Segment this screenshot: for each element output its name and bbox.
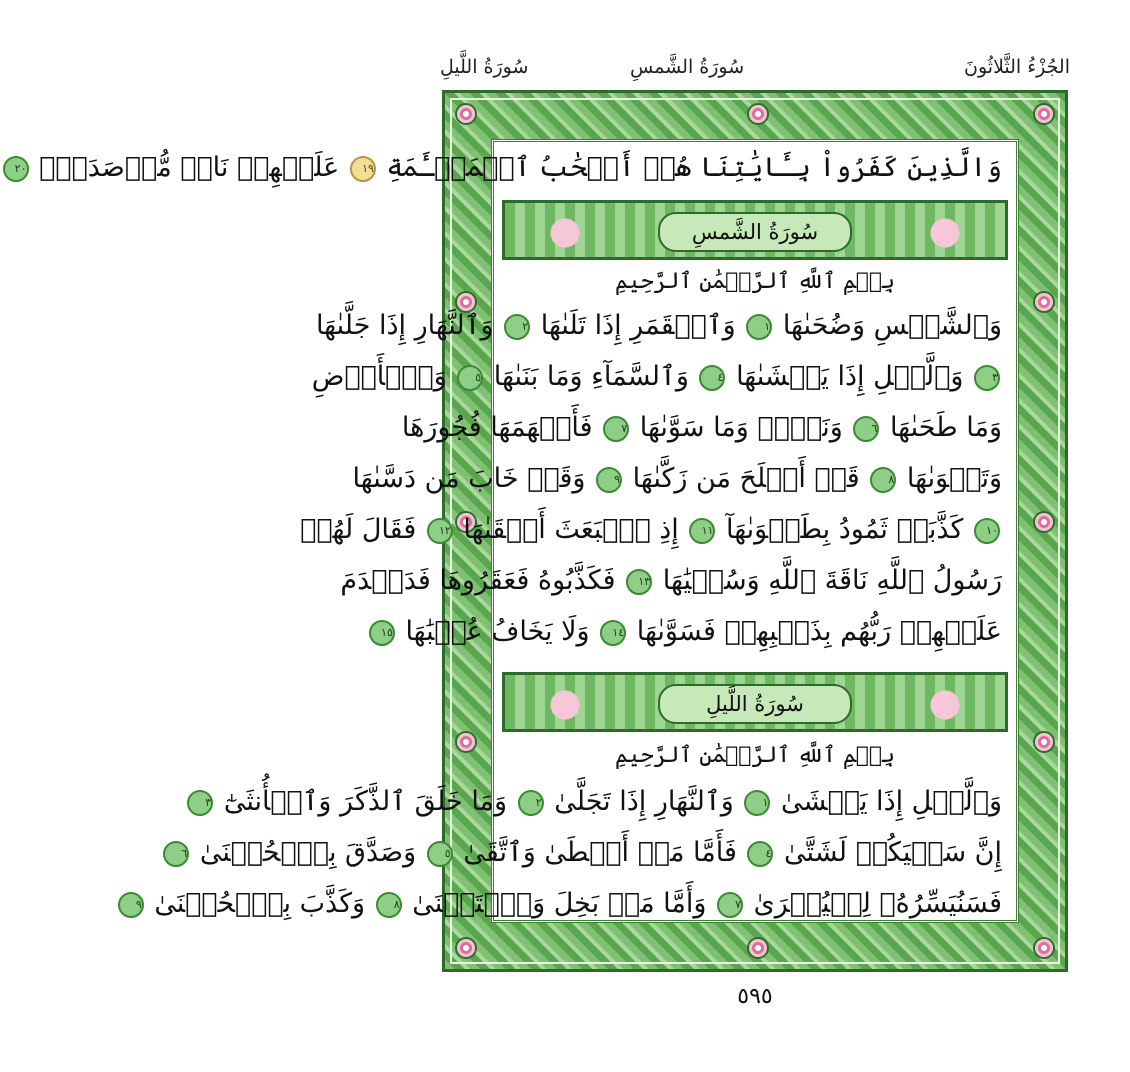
verse-line xyxy=(135,880,1002,928)
verse-text: وَأَمَّا مَنۢ بَخِلَ وَٱسۡتَغۡنَىٰ xyxy=(412,888,707,919)
rosette-icon xyxy=(457,939,475,957)
juz-label: الجُزْءُ الثَّلاثُونَ xyxy=(964,56,1070,78)
surah-banner-layl xyxy=(502,672,1008,732)
ayah-marker: ١ xyxy=(746,314,772,340)
ayah-marker: ١٥ xyxy=(369,620,395,646)
ayah-marker: ٧ xyxy=(603,416,629,442)
verse-text: وَٱلۡقَمَرِ إِذَا تَلَىٰهَا xyxy=(540,310,736,341)
verse-text: وَٱلنَّهَارِ إِذَا جَلَّىٰهَا xyxy=(315,310,494,341)
verse-text: رَسُولُ ٱللَّهِ نَاقَةَ ٱللَّهِ وَسُقۡيَٰهَا xyxy=(662,565,1002,596)
verse-line xyxy=(315,302,1002,350)
verse-text: فَسَنُيَسِّرُهُۥ لِلۡيُسۡرَىٰ xyxy=(753,888,1002,919)
verse-text: وَمَا خَلَقَ ٱلذَّكَرَ وَٱلۡأُنثَىٰٓ xyxy=(223,786,508,817)
verse-text: وَنَفۡسٖ وَمَا سَوَّىٰهَا xyxy=(639,412,843,443)
basmala: بِسۡمِ ٱللَّهِ ٱلرَّحۡمَٰنِ ٱلرَّحِيمِ xyxy=(614,269,896,294)
page-header xyxy=(440,56,1070,86)
ayah-marker: ٦ xyxy=(163,841,189,867)
rosette-icon xyxy=(749,105,767,123)
ayah-marker: ١٩ xyxy=(350,156,376,182)
current-surah-label: سُورَةُ الشَّمسِ xyxy=(630,56,745,78)
verse-text: كَذَّبَتۡ ثَمُودُ بِطَغۡوَىٰهَآ xyxy=(725,514,964,545)
verse-line xyxy=(340,557,1002,605)
ayah-marker: ٨ xyxy=(376,892,402,918)
verse-text: وَٱلۡأَرۡضِ xyxy=(311,361,447,392)
ayah-marker: ٣ xyxy=(974,365,1000,391)
verse-text: وَٱلنَّهَارِ إِذَا تَجَلَّىٰ xyxy=(554,786,734,817)
next-surah-label: سُورَةُ اللَّيلِ xyxy=(440,56,529,78)
ayah-marker: ٢ xyxy=(518,790,544,816)
verse-text: وَصَدَّقَ بِٱلۡحُسۡنَىٰ xyxy=(199,837,417,868)
verse-line xyxy=(381,608,1002,656)
verse-text: قَدۡ أَفۡلَحَ مَن زَكَّىٰهَا xyxy=(632,463,860,494)
ayah-marker: ٤ xyxy=(699,365,725,391)
ayah-marker: ٢٠ xyxy=(3,156,29,182)
rosette-icon xyxy=(1035,733,1053,751)
page-content xyxy=(14,142,1016,920)
ayah-marker: ٥ xyxy=(457,365,483,391)
ayah-marker: ١٣ xyxy=(626,569,652,595)
ayah-marker: ٢ xyxy=(504,314,530,340)
ayah-marker: ٩ xyxy=(596,467,622,493)
ayah-marker: ٦ xyxy=(853,416,879,442)
ayah-marker: ٤ xyxy=(747,841,773,867)
rosette-icon xyxy=(1035,105,1053,123)
surah-banner-shams xyxy=(502,200,1008,260)
verse-text: فَكَذَّبُوهُ فَعَقَرُوهَا فَدَمۡدَمَ xyxy=(340,565,616,596)
rosette-icon xyxy=(457,733,475,751)
verse-text: وَمَا طَحَىٰهَا xyxy=(889,412,1002,443)
verse-text: فَأَلۡهَمَهَا فُجُورَهَا xyxy=(401,412,593,443)
basmala: بِسۡمِ ٱللَّهِ ٱلرَّحۡمَٰنِ ٱلرَّحِيمِ xyxy=(614,743,896,768)
surah-title: سُورَةُ الشَّمسِ xyxy=(658,212,852,252)
ayah-marker: ٧ xyxy=(717,892,743,918)
verse-text: وَٱلسَّمَآءِ وَمَا بَنَىٰهَا xyxy=(493,361,689,392)
ayah-marker: ٣ xyxy=(187,790,213,816)
ayah-marker: ٩ xyxy=(118,892,144,918)
verse-text: وَتَقۡوَىٰهَا xyxy=(906,463,1002,494)
ayah-marker: ١٤ xyxy=(600,620,626,646)
surah-title: سُورَةُ اللَّيلِ xyxy=(658,684,852,724)
verse-line xyxy=(352,455,1002,503)
ayah-marker: ١٢ xyxy=(427,518,453,544)
rosette-icon xyxy=(1035,513,1053,531)
text-area xyxy=(14,139,1019,923)
verse-text: وَٱلَّيۡلِ إِذَا يَغۡشَىٰ xyxy=(780,786,1002,817)
verse-text: فَأَمَّا مَنۡ أَعۡطَىٰ وَٱتَّقَىٰ xyxy=(463,837,737,868)
verse-text: وَٱلشَّمۡسِ وَضُحَىٰهَا xyxy=(782,310,1002,341)
verse-text: عَلَيۡهِمۡ نَارٞ مُّؤۡصَدَةُۢ xyxy=(39,152,340,183)
rosette-icon xyxy=(457,105,475,123)
verse-line xyxy=(14,144,1002,192)
ornamental-frame xyxy=(14,90,1068,972)
verse-line xyxy=(205,778,1002,826)
verse-line xyxy=(300,506,1002,554)
verse-text: فَقَالَ لَهُمۡ xyxy=(300,514,417,545)
verse-text: إِذِ ٱنۢبَعَثَ أَشۡقَىٰهَا xyxy=(463,514,679,545)
rosette-icon xyxy=(1035,293,1053,311)
ayah-marker: ١١ xyxy=(689,518,715,544)
verse-text: وَقَدۡ خَابَ مَن دَسَّىٰهَا xyxy=(352,463,586,494)
verse-line xyxy=(401,404,1002,452)
ayah-marker: ١ xyxy=(744,790,770,816)
page-number: ٥٩٥ xyxy=(737,984,773,1009)
rosette-icon xyxy=(749,939,767,957)
verse-text: وَٱلَّيۡلِ إِذَا يَغۡشَىٰهَا xyxy=(736,361,964,392)
ayah-marker: ١٠ xyxy=(974,518,1000,544)
verse-line xyxy=(181,829,1002,877)
verse-text: وَكَذَّبَ بِٱلۡحُسۡنَىٰ xyxy=(154,888,366,919)
ayah-marker: ٥ xyxy=(427,841,453,867)
verse-text: وَلَا يَخَافُ عُقۡبَٰهَا xyxy=(405,616,590,647)
rosette-icon xyxy=(1035,939,1053,957)
ayah-marker: ٨ xyxy=(870,467,896,493)
verse-text: إِنَّ سَعۡيَكُمۡ لَشَتَّىٰ xyxy=(784,837,1002,868)
verse-text: عَلَيۡهِمۡ رَبُّهُم بِذَنۢبِهِمۡ فَسَوَّىٰهَا xyxy=(636,616,1002,647)
verse-text: وَالَّذِينَ كَفَرُواْ بِـَٔايَٰتِنَا هُمۡ أَصۡحَٰبُ ٱلۡمَشۡـَٔمَةِ xyxy=(386,152,1002,183)
verse-line xyxy=(311,353,1002,401)
